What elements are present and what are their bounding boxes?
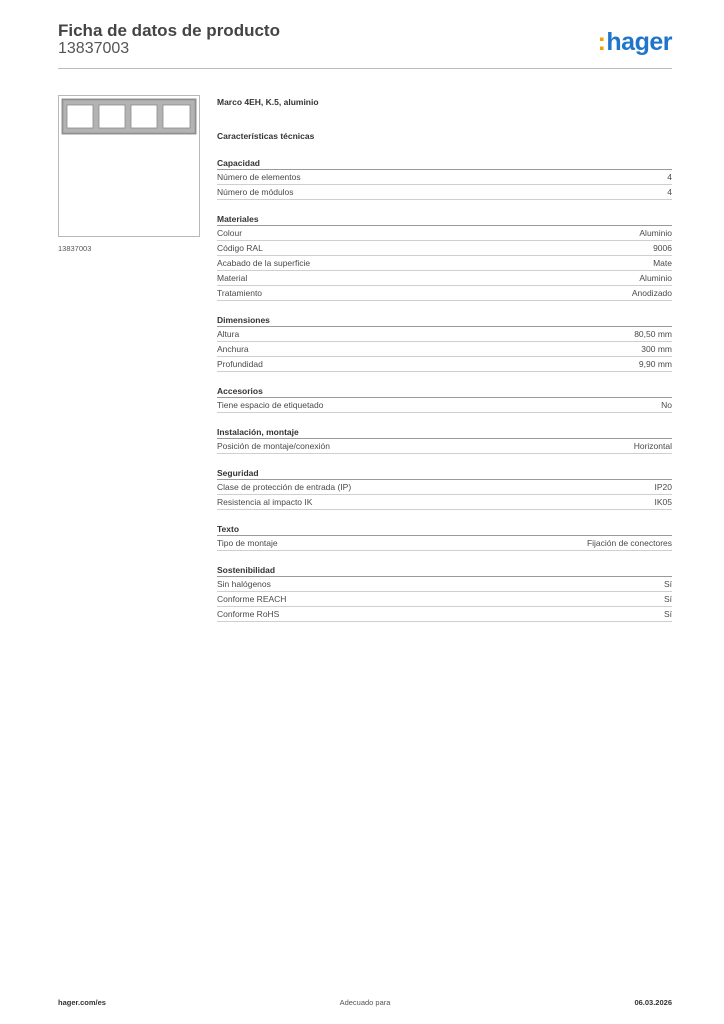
section-title: Dimensiones xyxy=(217,314,672,327)
spec-value: Sí xyxy=(663,579,672,589)
spec-value: IP20 xyxy=(654,482,672,492)
section-title: Instalación, montaje xyxy=(217,426,672,439)
spec-value: Sí xyxy=(663,594,672,604)
spec-label: Tratamiento xyxy=(217,288,263,298)
page-footer xyxy=(58,998,672,1010)
spec-row xyxy=(217,256,672,271)
spec-row xyxy=(217,480,672,495)
spec-label: Código RAL xyxy=(217,243,263,253)
spec-section xyxy=(217,213,672,301)
spec-label: Clase de protección de entrada (IP) xyxy=(217,482,352,492)
frame-illustration xyxy=(59,96,199,236)
spec-section xyxy=(217,564,672,622)
spec-row xyxy=(217,592,672,607)
spec-value: Horizontal xyxy=(633,441,672,451)
spec-value: 9006 xyxy=(653,243,672,253)
page-title: Ficha de datos de producto xyxy=(58,21,280,40)
document-number: 13837003 xyxy=(58,40,130,57)
spec-value: Fijación de conectores xyxy=(586,538,672,548)
spec-value: Aluminio xyxy=(639,228,672,238)
spec-label: Acabado de la superficie xyxy=(217,258,311,268)
spec-row xyxy=(217,577,672,592)
spec-label: Resistencia al impacto IK xyxy=(217,497,313,507)
spec-row xyxy=(217,286,672,301)
spec-section xyxy=(217,385,672,413)
spec-value: Mate xyxy=(653,258,672,268)
spec-value: IK05 xyxy=(654,497,672,507)
spec-section xyxy=(217,523,672,551)
spec-content xyxy=(217,96,672,622)
spec-row xyxy=(217,327,672,342)
section-title: Accesorios xyxy=(217,385,672,398)
spec-label: Profundidad xyxy=(217,359,263,369)
spec-label: Número de elementos xyxy=(217,172,301,182)
spec-row xyxy=(217,241,672,256)
section-title: Capacidad xyxy=(217,157,672,170)
spec-value: No xyxy=(661,400,672,410)
spec-section xyxy=(217,467,672,510)
footer-website: hager.com/es xyxy=(58,998,106,1007)
spec-row xyxy=(217,226,672,241)
spec-value: Aluminio xyxy=(639,273,672,283)
spec-value: 80,50 mm xyxy=(634,329,672,339)
footer-suitable-for: Adecuado para xyxy=(339,998,391,1007)
spec-row xyxy=(217,536,672,551)
section-title: Materiales xyxy=(217,213,672,226)
spec-row xyxy=(217,357,672,372)
spec-section xyxy=(217,157,672,200)
header-divider xyxy=(58,68,672,69)
spec-value: 9,90 mm xyxy=(638,359,672,369)
spec-label: Anchura xyxy=(217,344,249,354)
spec-label: Sin halógenos xyxy=(217,579,271,589)
spec-value: Sí xyxy=(663,609,672,619)
spec-row xyxy=(217,439,672,454)
section-title: Sostenibilidad xyxy=(217,564,672,577)
spec-row xyxy=(217,342,672,357)
technical-characteristics-heading: Características técnicas xyxy=(217,131,315,141)
image-caption: 13837003 xyxy=(58,244,92,253)
spec-label: Colour xyxy=(217,228,243,238)
spec-row xyxy=(217,185,672,200)
product-name: Marco 4EH, K.5, aluminio xyxy=(217,97,319,107)
logo-dots: : xyxy=(597,28,606,56)
spec-label: Tiene espacio de etiquetado xyxy=(217,400,324,410)
spec-label: Altura xyxy=(217,329,240,339)
spec-row xyxy=(217,607,672,622)
spec-value: 300 mm xyxy=(641,344,672,354)
spec-label: Tipo de montaje xyxy=(217,538,278,548)
spec-section xyxy=(217,426,672,454)
spec-label: Conforme REACH xyxy=(217,594,287,604)
spec-row xyxy=(217,495,672,510)
spec-label: Material xyxy=(217,273,248,283)
spec-value: 4 xyxy=(667,172,672,182)
brand-logo xyxy=(598,28,672,56)
product-image xyxy=(58,95,200,237)
spec-row xyxy=(217,271,672,286)
footer-date: 06.03.2026 xyxy=(634,998,672,1007)
spec-label: Conforme RoHS xyxy=(217,609,280,619)
spec-value: 4 xyxy=(667,187,672,197)
section-title: Texto xyxy=(217,523,672,536)
spec-label: Número de módulos xyxy=(217,187,294,197)
logo-text: hager xyxy=(606,28,672,56)
section-title: Seguridad xyxy=(217,467,672,480)
spec-section xyxy=(217,314,672,372)
spec-sections xyxy=(217,157,672,622)
spec-label: Posición de montaje/conexión xyxy=(217,441,330,451)
spec-value: Anodizado xyxy=(631,288,672,298)
spec-row xyxy=(217,398,672,413)
spec-row xyxy=(217,170,672,185)
